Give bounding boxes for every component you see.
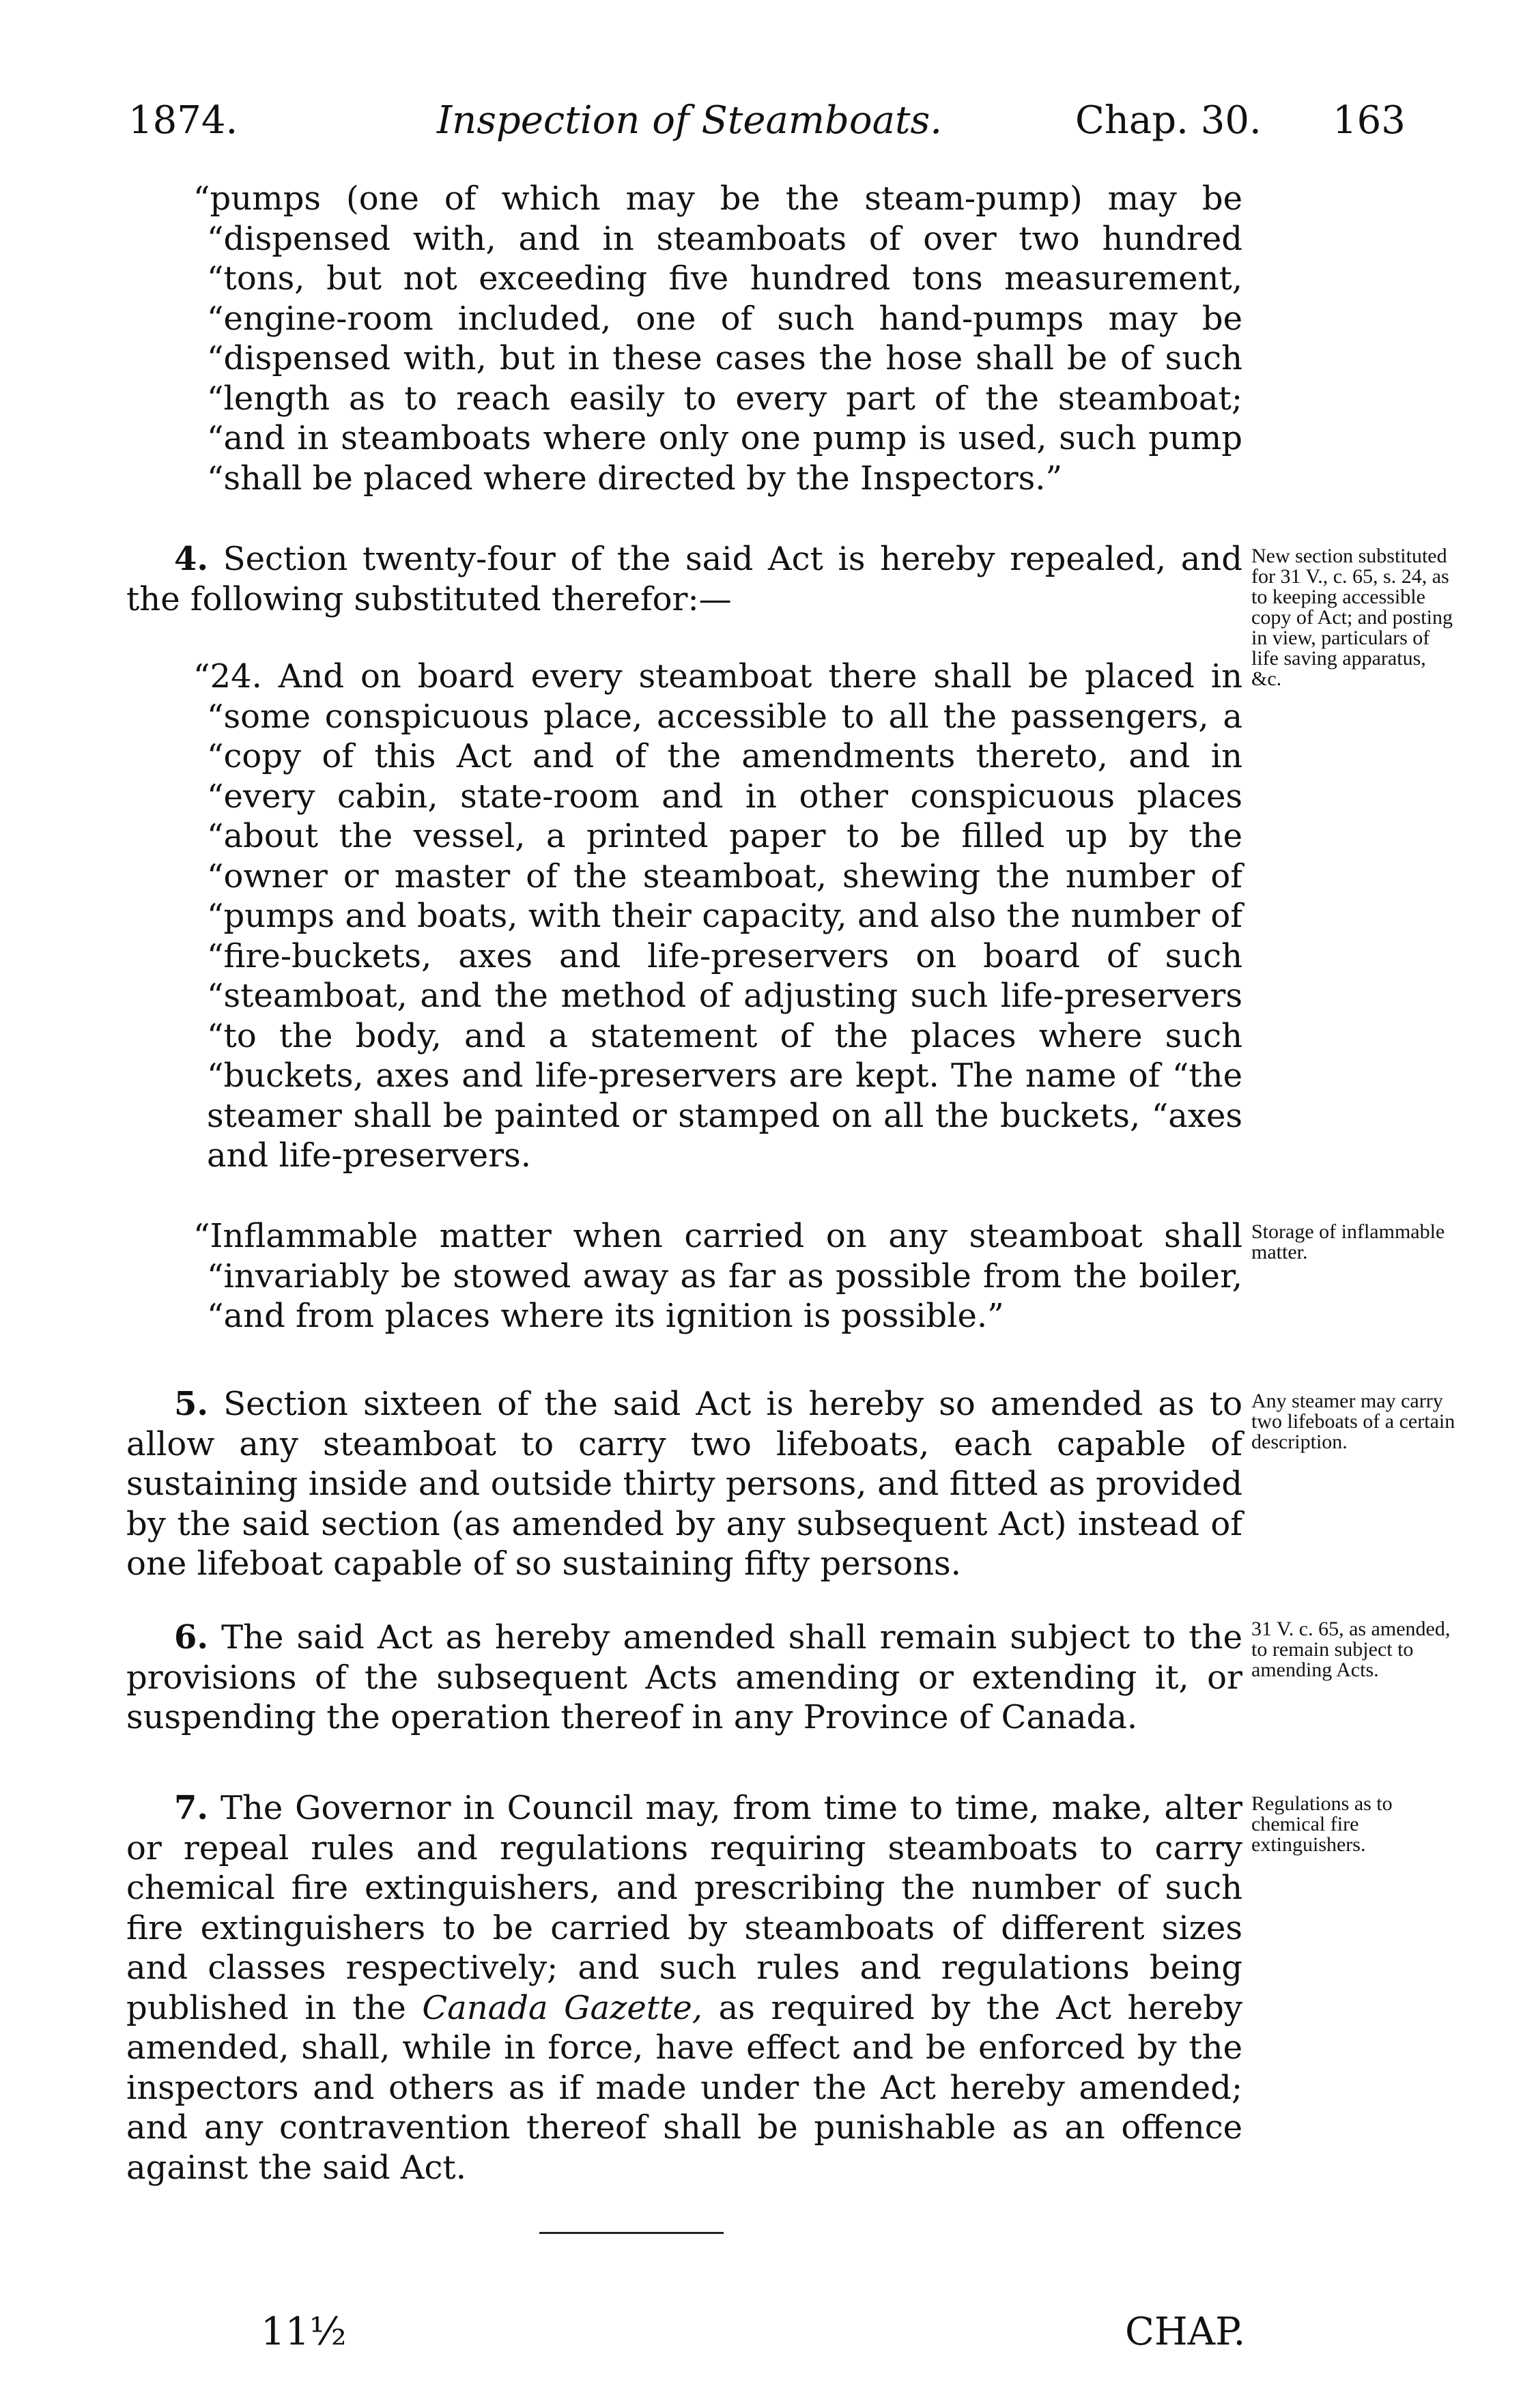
section-4-text — [126, 539, 1242, 619]
section-5 — [126, 1384, 1242, 1584]
section-4-number: 4. — [174, 540, 209, 578]
header-title: Inspection of Steamboats. — [437, 98, 943, 143]
header-chapter: Chap. 30. — [1075, 98, 1262, 143]
section-7-body-a: The Governor in Council may, from time to time, make, alter or repeal rules and regulations requiring steamboats to carry chemical fire extinguishers, and prescribing the number of such fire extinguishers to be carried by steamboats of different sizes and classes respectively; and such rules and regulations being published in the — [126, 1789, 1242, 2027]
section-6-text — [126, 1618, 1242, 1738]
header-year: 1874. — [128, 98, 238, 143]
section-4 — [126, 539, 1242, 619]
section-7-number: 7. — [174, 1789, 209, 1827]
opening-quote-block — [126, 179, 1242, 498]
section-5-number: 5. — [174, 1385, 209, 1423]
margin-note-section-6: 31 V. c. 65, as amended, to remain subject to amending Acts. — [1251, 1618, 1451, 1681]
margin-note-section-7: Regulations as to chemical fire extinguishers. — [1251, 1792, 1393, 1856]
opening-quote: “pumps (one of which may be the steam-pump) may be “dispensed with, and in steamboats of over two hundred “tons, but not exceeding five hundred tons measurement, “engine-room included, one of such hand-pumps may be “dispensed with, but in these cases the hose shall be of such “length as to reach easily to every part of the steamboat; “and in steamboats where only one pump is used, such pump “shall be placed where directed by the Inspectors.” — [193, 180, 1242, 498]
section-6 — [126, 1618, 1242, 1738]
section-4-body: Section twenty-four of the said Act is hereby repealed, and the following substituted therefor:— — [126, 540, 1242, 618]
section-4-quote-24-block — [126, 657, 1242, 1176]
section-7-text — [126, 1788, 1242, 2188]
header-page-number: 163 — [1333, 98, 1406, 143]
section-7-body-b: as required by the Act hereby amended, shall, while in force, have effect and be enforced by the inspectors and others as if made under the Act hereby amended; and any contravention thereof shall be punishable as an offence against the said Act. — [126, 1988, 1243, 2187]
margin-note-section-5: Any steamer may carry two lifeboats of a certain description. — [1251, 1390, 1455, 1453]
section-5-text — [126, 1384, 1242, 1584]
catchword: CHAP. — [1125, 2310, 1246, 2354]
section-5-body: Section sixteen of the said Act is hereby so amended as to allow any steamboat to carry two lifeboats, each capable of sustaining inside and outside thirty persons, and fitted as provided by the said section (as amended by any subsequent Act) instead of one lifeboat capable of so sustaining fifty persons. — [126, 1385, 1242, 1583]
margin-note-section-4: New section substituted for 31 V., c. 65, s. 24, as to keeping accessible copy of Act; and posting in view, particulars of life saving apparatus, &c. — [1251, 545, 1453, 690]
section-6-number: 6. — [174, 1618, 209, 1657]
footer-rule — [539, 2232, 724, 2234]
signature-mark: 11½ — [261, 2310, 347, 2354]
margin-note-inflammable: Storage of inflammable matter. — [1251, 1220, 1445, 1263]
section-7 — [126, 1788, 1242, 2188]
section-4-quote-24: “24. And on board every steamboat there shall be placed in “some conspicuous place, accessible to all the passengers, a “copy of this Act and of the amendments thereto, and in “every cabin, state-room and in other conspicuous places “about the vessel, a printed paper to be filled up by the “owner or master of the steamboat, shewing the number of “pumps and boats, with their capacity, and also the number of “fire-buckets, axes and life-preservers on board of such “steamboat, and the method of adjusting such life-preservers “to the body, and a statement of the places where such “buckets, axes and life-preservers are kept. The name of “the steamer shall be painted or stamped on all the buckets, “axes and life-preservers. — [193, 657, 1242, 1175]
section-4-inflammable-block — [126, 1216, 1242, 1336]
section-6-body: The said Act as hereby amended shall remain subject to the provisions of the subsequent Acts amending or extending it, or suspending the operation thereof in any Province of Canada. — [126, 1618, 1242, 1736]
canada-gazette: Canada Gazette, — [422, 1988, 703, 2027]
section-4-quote-inflammable: “Inflammable matter when carried on any steamboat shall “invariably be stowed away as far as possible from the boiler, “and from places where its ignition is possible.” — [193, 1217, 1242, 1335]
